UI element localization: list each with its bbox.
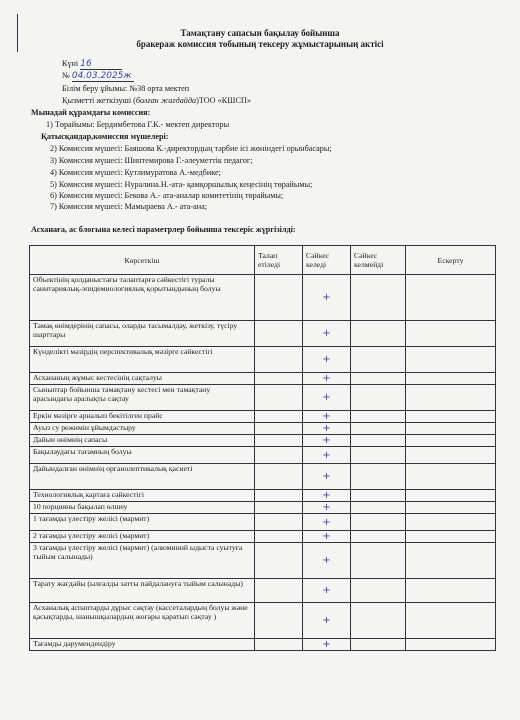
required-cell (255, 603, 303, 639)
provider-italic: болған жағдайда (135, 96, 197, 105)
indicator-cell: 3 тағамды үлестіру желісі (мармит) (алюминий ыдыста суытуға тыйым салынады) (30, 543, 255, 579)
note-cell (406, 514, 496, 531)
inspection-checklist-table (29, 245, 496, 651)
required-cell (255, 423, 303, 435)
required-cell (255, 321, 303, 347)
member-line: 5) Комиссия мүшесі: Нуралина.Н.-ата- қамқоршылық кеңесінің төрайымы; (50, 180, 313, 189)
required-cell (255, 531, 303, 543)
note-cell (406, 603, 496, 639)
number-row (62, 71, 134, 82)
note-cell (406, 435, 496, 447)
table-row (30, 603, 496, 639)
required-cell (255, 490, 303, 502)
indicator-cell: Сыныптар бойынша тамақтану кестесі мен тамақтану арасындағы аралықты сақтау (30, 385, 255, 411)
required-cell (255, 275, 303, 321)
note-cell (406, 321, 496, 347)
member-line: 6) Комиссия мүшесі: Бекова А.- ата-аналар комитетінің төрайымы; (50, 191, 284, 200)
note-cell (406, 543, 496, 579)
noncompliant-cell (351, 490, 406, 502)
indicator-cell: Күнделікті мәзірдің перспективалық мәзірге сәйкестігі (30, 347, 255, 373)
table-row (30, 447, 496, 464)
title-line-2: бракераж комиссия тобының тексеру жұмыстарының актісі (136, 38, 384, 49)
noncompliant-cell (351, 514, 406, 531)
note-cell (406, 447, 496, 464)
compliant-mark: + (303, 603, 351, 639)
required-cell (255, 447, 303, 464)
indicator-cell: 10 порцияны бақылап өлшеу (30, 502, 255, 514)
compliant-mark: + (303, 531, 351, 543)
required-cell (255, 464, 303, 490)
noncompliant-cell (351, 373, 406, 385)
compliant-mark: + (303, 347, 351, 373)
member-line: 1) Төрайымы: Бердимбетова Г.К.- мектеп директоры (46, 120, 230, 129)
header-indicator: Көрсеткіш (30, 246, 255, 275)
number-value: 04.03.2025ж (72, 71, 134, 82)
noncompliant-cell (351, 639, 406, 651)
member-line: 2) Комиссия мүшесі: Баяшова К.-директордың тәрбие ісі жөніндегі орынбасары; (50, 144, 332, 153)
table-row (30, 423, 496, 435)
compliant-mark: + (303, 373, 351, 385)
noncompliant-cell (351, 321, 406, 347)
compliant-mark: + (303, 543, 351, 579)
note-cell (406, 531, 496, 543)
noncompliant-cell (351, 385, 406, 411)
number-label: № (62, 71, 70, 80)
commission-heading: Мынадай құрамдағы комиссия: (31, 108, 151, 117)
compliant-mark: + (303, 502, 351, 514)
compliant-mark: + (303, 639, 351, 651)
indicator-cell: Асхананың жұмыс кестесінің сақталуы (30, 373, 255, 385)
checklist-body (30, 275, 496, 651)
noncompliant-cell (351, 502, 406, 514)
note-cell (406, 275, 496, 321)
indicator-cell: Ауыз су режимін ұйымдастыру (30, 423, 255, 435)
table-row (30, 347, 496, 373)
provider-suffix: )ТОО «КШСП» (196, 96, 251, 105)
required-cell (255, 435, 303, 447)
required-cell (255, 579, 303, 603)
noncompliant-cell (351, 579, 406, 603)
indicator-cell: 2 тағамды үлестіру желісі (мармит) (30, 531, 255, 543)
title-line-1: Тамақтану сапасын бақылау бойынша (180, 28, 340, 38)
noncompliant-cell (351, 531, 406, 543)
table-row (30, 464, 496, 490)
indicator-cell: 1 тағамды үлестіру желісі (мармит) (30, 514, 255, 531)
note-cell (406, 579, 496, 603)
table-row (30, 531, 496, 543)
note-cell (406, 373, 496, 385)
noncompliant-cell (351, 423, 406, 435)
indicator-cell: Бақылаудағы тағамның болуы (30, 447, 255, 464)
compliant-mark: + (303, 514, 351, 531)
table-row (30, 543, 496, 579)
compliant-mark: + (303, 447, 351, 464)
date-label: Күні (62, 59, 79, 68)
inspection-intro: Асханаға, ас блогына келесі параметрлер бойынша тексеріс жүргізілді: (31, 225, 296, 234)
noncompliant-cell (351, 464, 406, 490)
note-cell (406, 502, 496, 514)
note-cell (406, 385, 496, 411)
date-row (62, 59, 122, 70)
compliant-mark: + (303, 579, 351, 603)
table-row (30, 639, 496, 651)
required-cell (255, 411, 303, 423)
noncompliant-cell (351, 435, 406, 447)
required-cell (255, 347, 303, 373)
member-line: 3) Комиссия мүшесі: Шинтемирова Г.-әлеуметтік педагог; (50, 156, 253, 165)
note-cell (406, 490, 496, 502)
required-cell (255, 543, 303, 579)
provider-line (62, 96, 251, 106)
indicator-cell: Дайындалған өнімнің органолептикалық қасиеті (30, 464, 255, 490)
header-noncompliant: Сәйкес келмейді (351, 246, 406, 275)
table-row (30, 373, 496, 385)
header-compliant: Сәйкес келеді (303, 246, 351, 275)
compliant-mark: + (303, 435, 351, 447)
indicator-cell: Еркін мәзірге арналып бекітілген прайс (30, 411, 255, 423)
indicator-cell: Объектінің қолданыстағы талаптарға сәйкестігі туралы санитариялық-эпидемиологиялық қорытындының болуы (30, 275, 255, 321)
required-cell (255, 385, 303, 411)
note-cell (406, 347, 496, 373)
date-value: 16 (80, 59, 122, 70)
required-cell (255, 373, 303, 385)
noncompliant-cell (351, 411, 406, 423)
document-title (0, 28, 520, 49)
note-cell (406, 639, 496, 651)
compliant-mark: + (303, 411, 351, 423)
member-line: 7) Комиссия мүшесі: Мамыраева А.- ата-ана; (50, 202, 208, 211)
required-cell (255, 502, 303, 514)
table-row (30, 435, 496, 447)
table-header-row (30, 246, 496, 275)
note-cell (406, 423, 496, 435)
required-cell (255, 514, 303, 531)
table-row (30, 411, 496, 423)
table-row (30, 275, 496, 321)
table-row (30, 490, 496, 502)
required-cell (255, 639, 303, 651)
indicator-cell: Дайын өнімнің сапасы (30, 435, 255, 447)
member-line: 4) Комиссия мүшесі: Кутлимуратова А.-медбике; (50, 168, 221, 177)
table-row (30, 321, 496, 347)
compliant-mark: + (303, 423, 351, 435)
header-note: Ескерту (406, 246, 496, 275)
noncompliant-cell (351, 347, 406, 373)
compliant-mark: + (303, 464, 351, 490)
table-row (30, 579, 496, 603)
provider-prefix: Қызметті жеткізуші ( (62, 96, 136, 105)
indicator-cell: Тамақ өнімдерінің сапасы, оларды тасымалдау, жеткізу, түсіру шарттары (30, 321, 255, 347)
indicator-cell: Тарату жағдайы (ылғалды затты пайдалануға тыйым салынады) (30, 579, 255, 603)
members-subheading: Қатысқандар,комиссия мүшелері: (41, 132, 169, 141)
table-row (30, 514, 496, 531)
indicator-cell: Асханалық аспаптарды дұрыс сақтау (кассеталардың болуы және қасықтарды, шанышқылардың жоғары қаратып сақтау ) (30, 603, 255, 639)
noncompliant-cell (351, 447, 406, 464)
table-row (30, 385, 496, 411)
table-row (30, 502, 496, 514)
compliant-mark: + (303, 385, 351, 411)
header-required: Талап етіледі (255, 246, 303, 275)
note-cell (406, 464, 496, 490)
indicator-cell: Тағамды дәрумендендіру (30, 639, 255, 651)
indicator-cell: Технологиялық картаға сәйкестігі (30, 490, 255, 502)
compliant-mark: + (303, 490, 351, 502)
school-line: Білім беру ұйымы: №38 орта мектеп (62, 84, 190, 93)
noncompliant-cell (351, 275, 406, 321)
compliant-mark: + (303, 321, 351, 347)
noncompliant-cell (351, 543, 406, 579)
compliant-mark: + (303, 275, 351, 321)
note-cell (406, 411, 496, 423)
noncompliant-cell (351, 603, 406, 639)
